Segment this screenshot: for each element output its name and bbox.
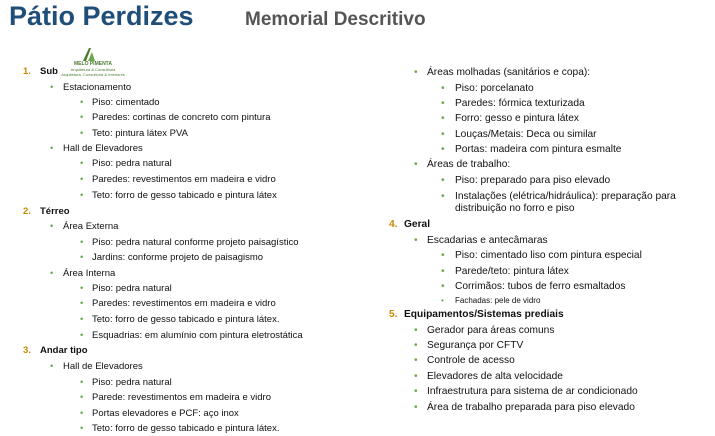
- item-text: Segurança por CFTV: [427, 340, 524, 351]
- bullet-marker: •: [441, 296, 444, 305]
- bullet-marker: •: [414, 371, 418, 382]
- bullet-marker: •: [414, 67, 418, 78]
- item-text: Jardins: conforme projeto de paisagismo: [92, 252, 264, 263]
- item-text: Controle de acesso: [427, 355, 515, 366]
- bullet-marker: •: [441, 144, 445, 155]
- item-text: Piso: pedra natural: [92, 283, 172, 294]
- company-logo: [53, 47, 133, 85]
- item-text: Corrimãos: tubos de ferro esmaltados: [455, 281, 626, 292]
- slide-header: [9, 0, 709, 38]
- section-title: Geral: [404, 219, 431, 230]
- item-text: Esquadrias: em alumínio com pintura eletrostática: [92, 330, 303, 341]
- bullet-marker: •: [414, 235, 418, 246]
- item-text: Louças/Metais: Deca ou similar: [455, 129, 597, 140]
- bullet-marker: •: [414, 355, 418, 366]
- bullet-marker: •: [80, 174, 84, 185]
- section-number: 3.: [23, 345, 31, 356]
- bullet-marker: •: [80, 377, 84, 388]
- item-text: Teto: forro de gesso tabicado e pintura látex: [92, 190, 277, 201]
- item-text: Forro: gesso e pintura látex: [455, 113, 580, 124]
- item-text: Elevadores de alta velocidade: [427, 371, 563, 382]
- section-title: Sub: [40, 66, 58, 77]
- bullet-marker: •: [441, 281, 445, 292]
- bullet-marker: •: [414, 402, 418, 413]
- bullet-marker: •: [80, 408, 84, 419]
- bullet-marker: •: [80, 298, 84, 309]
- bullet-marker: •: [80, 314, 84, 325]
- bullet-marker: •: [414, 386, 418, 397]
- item-text: Paredes: fórmica texturizada: [455, 98, 585, 109]
- bullet-marker: •: [441, 191, 445, 202]
- bullet-marker: •: [50, 143, 54, 154]
- bullet-marker: •: [80, 330, 84, 341]
- item-text: Parede/teto: pintura látex: [455, 266, 569, 277]
- item-text: Teto: pintura látex PVA: [92, 128, 188, 139]
- item-text: Fachadas: pele de vidro: [455, 296, 541, 305]
- item-text: Parede: revestimentos em madeira e vidro: [92, 392, 271, 403]
- bullet-marker: •: [414, 325, 418, 336]
- section-number: 4.: [389, 219, 398, 230]
- section-title: Equipamentos/Sistemas prediais: [404, 309, 564, 320]
- item-text: distribuição no forro e piso: [455, 203, 575, 214]
- logo-text: MELO PIMENTA Arquitetura & Consultoria Arquitetura, Consultoria & Interiores: [61, 61, 125, 77]
- bullet-marker: •: [441, 175, 445, 186]
- item-text: Instalações (elétrica/hidráulica): preparação para: [455, 191, 676, 202]
- item-text: Portas elevadores e PCF: aço inox: [92, 408, 239, 419]
- bullet-marker: •: [80, 252, 84, 263]
- bullet-marker: •: [80, 237, 84, 248]
- logo-mark-icon: [81, 47, 97, 61]
- bullet-marker: •: [80, 112, 84, 123]
- bullet-marker: •: [441, 98, 445, 109]
- section-number: 2.: [23, 206, 31, 217]
- bullet-marker: •: [80, 158, 84, 169]
- section-title: Térreo: [40, 206, 70, 217]
- item-text: Área Interna: [63, 268, 116, 279]
- item-text: Piso: porcelanato: [455, 83, 534, 94]
- item-text: Área de trabalho preparada para piso elevado: [427, 402, 635, 413]
- bullet-marker: •: [50, 268, 54, 279]
- item-text: Portas: madeira com pintura esmalte: [455, 144, 622, 155]
- section-title: Andar tipo: [40, 345, 88, 356]
- item-text: Piso: pedra natural conforme projeto paisagístico: [92, 237, 299, 248]
- item-text: Piso: cimentado liso com pintura especial: [455, 250, 642, 261]
- page-subtitle: Memorial Descritivo: [245, 9, 426, 30]
- item-text: Piso: preparado para piso elevado: [455, 175, 611, 186]
- item-text: Paredes: revestimentos em madeira e vidro: [92, 298, 276, 309]
- bullet-marker: •: [441, 129, 445, 140]
- bullet-marker: •: [414, 159, 418, 170]
- bullet-marker: •: [441, 250, 445, 261]
- item-text: Paredes: cortinas de concreto com pintura: [92, 112, 271, 123]
- bullet-marker: •: [414, 340, 418, 351]
- section-number: 1.: [23, 66, 31, 77]
- item-text: Paredes: revestimentos em madeira e vidro: [92, 174, 276, 185]
- item-text: Piso: cimentado: [92, 97, 160, 108]
- bullet-marker: •: [80, 190, 84, 201]
- item-text: Teto: forro de gesso tabicado e pintura látex.: [92, 423, 280, 434]
- item-text: Gerador para áreas comuns: [427, 325, 555, 336]
- page-title: Pátio Perdizes: [9, 1, 194, 31]
- item-text: Piso: pedra natural: [92, 377, 172, 388]
- item-text: Estacionamento: [63, 82, 132, 93]
- item-text: Escadarias e antecâmaras: [427, 235, 548, 246]
- section-number: 5.: [389, 309, 398, 320]
- item-text: Infraestrutura para sistema de ar condicionado: [427, 386, 638, 397]
- bullet-marker: •: [50, 361, 54, 372]
- bullet-marker: •: [441, 266, 445, 277]
- bullet-marker: •: [441, 113, 445, 124]
- item-text: Teto: forro de gesso tabicado e pintura látex.: [92, 314, 280, 325]
- bullet-marker: •: [80, 283, 84, 294]
- item-text: Hall de Elevadores: [63, 361, 143, 372]
- bullet-marker: •: [80, 128, 84, 139]
- bullet-marker: •: [50, 82, 54, 93]
- bullet-marker: •: [80, 97, 84, 108]
- bullet-marker: •: [80, 392, 84, 403]
- bullet-marker: •: [80, 423, 84, 434]
- bullet-marker: •: [50, 221, 54, 232]
- item-text: Área Externa: [63, 221, 119, 232]
- item-text: Piso: pedra natural: [92, 158, 172, 169]
- item-text: Áreas de trabalho:: [427, 159, 511, 170]
- bullet-marker: •: [441, 83, 445, 94]
- item-text: Áreas molhadas (sanitários e copa):: [427, 67, 591, 78]
- item-text: Hall de Elevadores: [63, 143, 143, 154]
